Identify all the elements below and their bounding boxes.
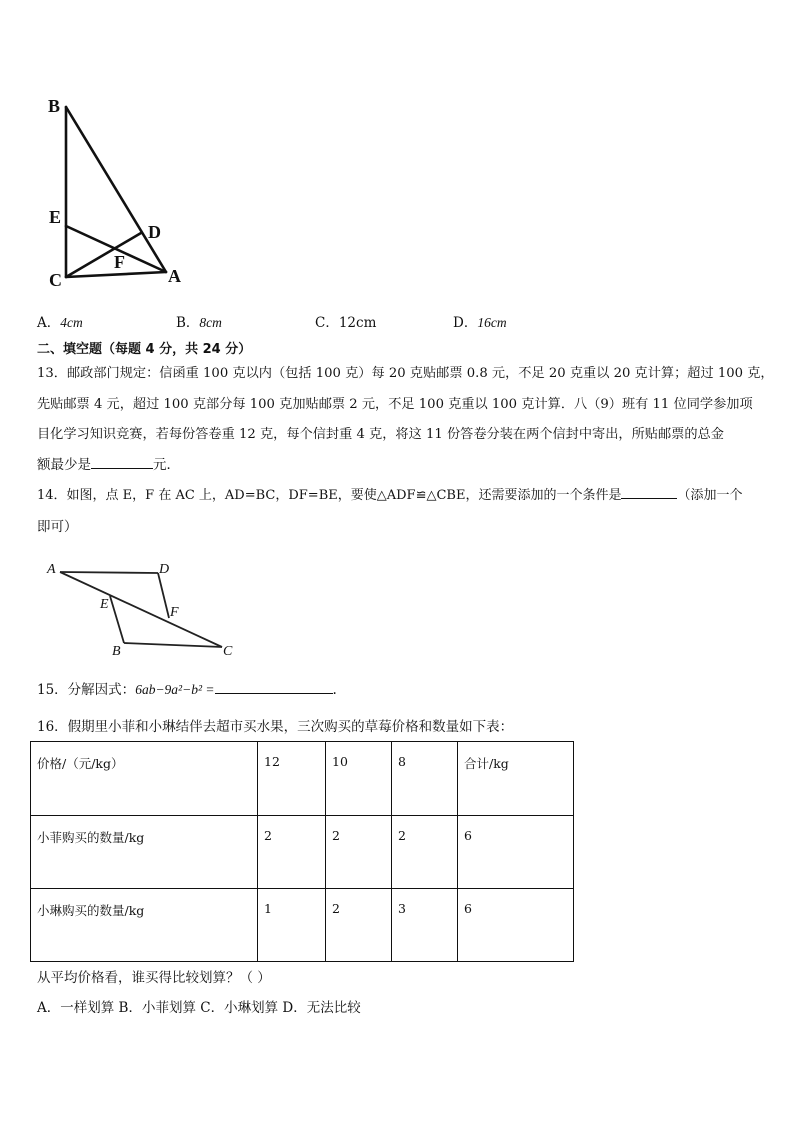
q12-option-c[interactable]: C．12cm (315, 315, 377, 331)
table-row (31, 742, 574, 816)
table-row (31, 816, 574, 889)
q13-line-3: 目化学习知识竞赛，若每份答卷重 12 克，每个信封重 4 克，将这 11 份答卷分装在两个信封中寄出，所贴邮票的总金 (37, 427, 724, 442)
segment-AD (60, 572, 158, 573)
label-A: A (168, 266, 181, 286)
table-cell: 3 (392, 889, 458, 962)
table-cell: 2 (258, 816, 326, 889)
table-cell: 6 (458, 889, 574, 962)
q12-option-b[interactable]: B．8cm (176, 315, 222, 331)
table-cell: 2 (326, 816, 392, 889)
label-B: B (112, 644, 121, 659)
q15-answer-blank[interactable] (215, 679, 333, 694)
q14-line-1: 14．如图，点 E，F 在 AC 上，AD=BC，DF=BE，要使△ADF≌△CBE，还需要添加的一个条件是 （添加一个 (37, 482, 742, 510)
q14-line-2: 即可） (37, 519, 78, 535)
q13-answer-blank[interactable] (91, 454, 153, 469)
table-cell: 合计/kg (458, 742, 574, 816)
label-B: B (48, 96, 61, 116)
q13-line-2: 先贴邮票 4 元，超过 100 克部分每 100 克加贴邮票 2 元，不足 100 克重以 100 克计算．八（9）班有 11 位同学参加项 (37, 397, 753, 412)
q12-option-d[interactable]: D．16cm (453, 315, 507, 331)
table-row (31, 889, 574, 962)
table-cell: 价格/（元/kg） (31, 742, 258, 816)
price-quantity-table (30, 741, 574, 962)
q15-line: 15．分解因式：6ab−9a²−b² = . (37, 676, 337, 704)
q16-options[interactable]: A．一样划算 B．小菲划算 C．小琳划算 D．无法比较 (37, 1000, 361, 1016)
segment-DF (158, 573, 169, 618)
table-cell: 2 (392, 816, 458, 889)
q12-option-a[interactable]: A．4cm (37, 315, 83, 331)
q14-answer-blank[interactable] (621, 484, 677, 499)
label-E: E (49, 207, 62, 227)
q13-line-1: 13．邮政部门规定：信函重 100 克以内（包括 100 克）每 20 克贴邮票 0.8 元，不足 20 克重以 20 克计算；超过 100 克， (37, 366, 774, 381)
label-F: F (170, 605, 179, 620)
segment-CA (66, 272, 166, 277)
section-heading: 二、填空题（每题 4 分，共 24 分） (37, 342, 252, 357)
q16-intro: 16．假期里小菲和小琳结伴去超市买水果，三次购买的草莓价格和数量如下表： (37, 719, 514, 735)
quadrilateral-figure (40, 555, 250, 665)
label-E: E (100, 597, 109, 612)
table-cell: 6 (458, 816, 574, 889)
label-D: D (148, 222, 161, 242)
segment-BC (124, 643, 222, 647)
table-cell: 小琳购买的数量/kg (31, 889, 258, 962)
q13-line-4: 额最少是 元． (37, 451, 180, 479)
table-cell: 10 (326, 742, 392, 816)
label-D: D (159, 562, 170, 577)
label-F: F (114, 252, 125, 272)
table-cell: 1 (258, 889, 326, 962)
segment-AC (60, 572, 222, 647)
table-cell: 2 (326, 889, 392, 962)
table-cell: 12 (258, 742, 326, 816)
triangle-figure (40, 90, 200, 295)
table-cell: 小菲购买的数量/kg (31, 816, 258, 889)
segment-EB (110, 596, 124, 643)
label-C: C (223, 644, 233, 659)
table-cell: 8 (392, 742, 458, 816)
label-A: A (47, 562, 56, 577)
q16-question: 从平均价格看，谁买得比较划算？（ ） (37, 970, 271, 986)
label-C: C (49, 270, 62, 290)
